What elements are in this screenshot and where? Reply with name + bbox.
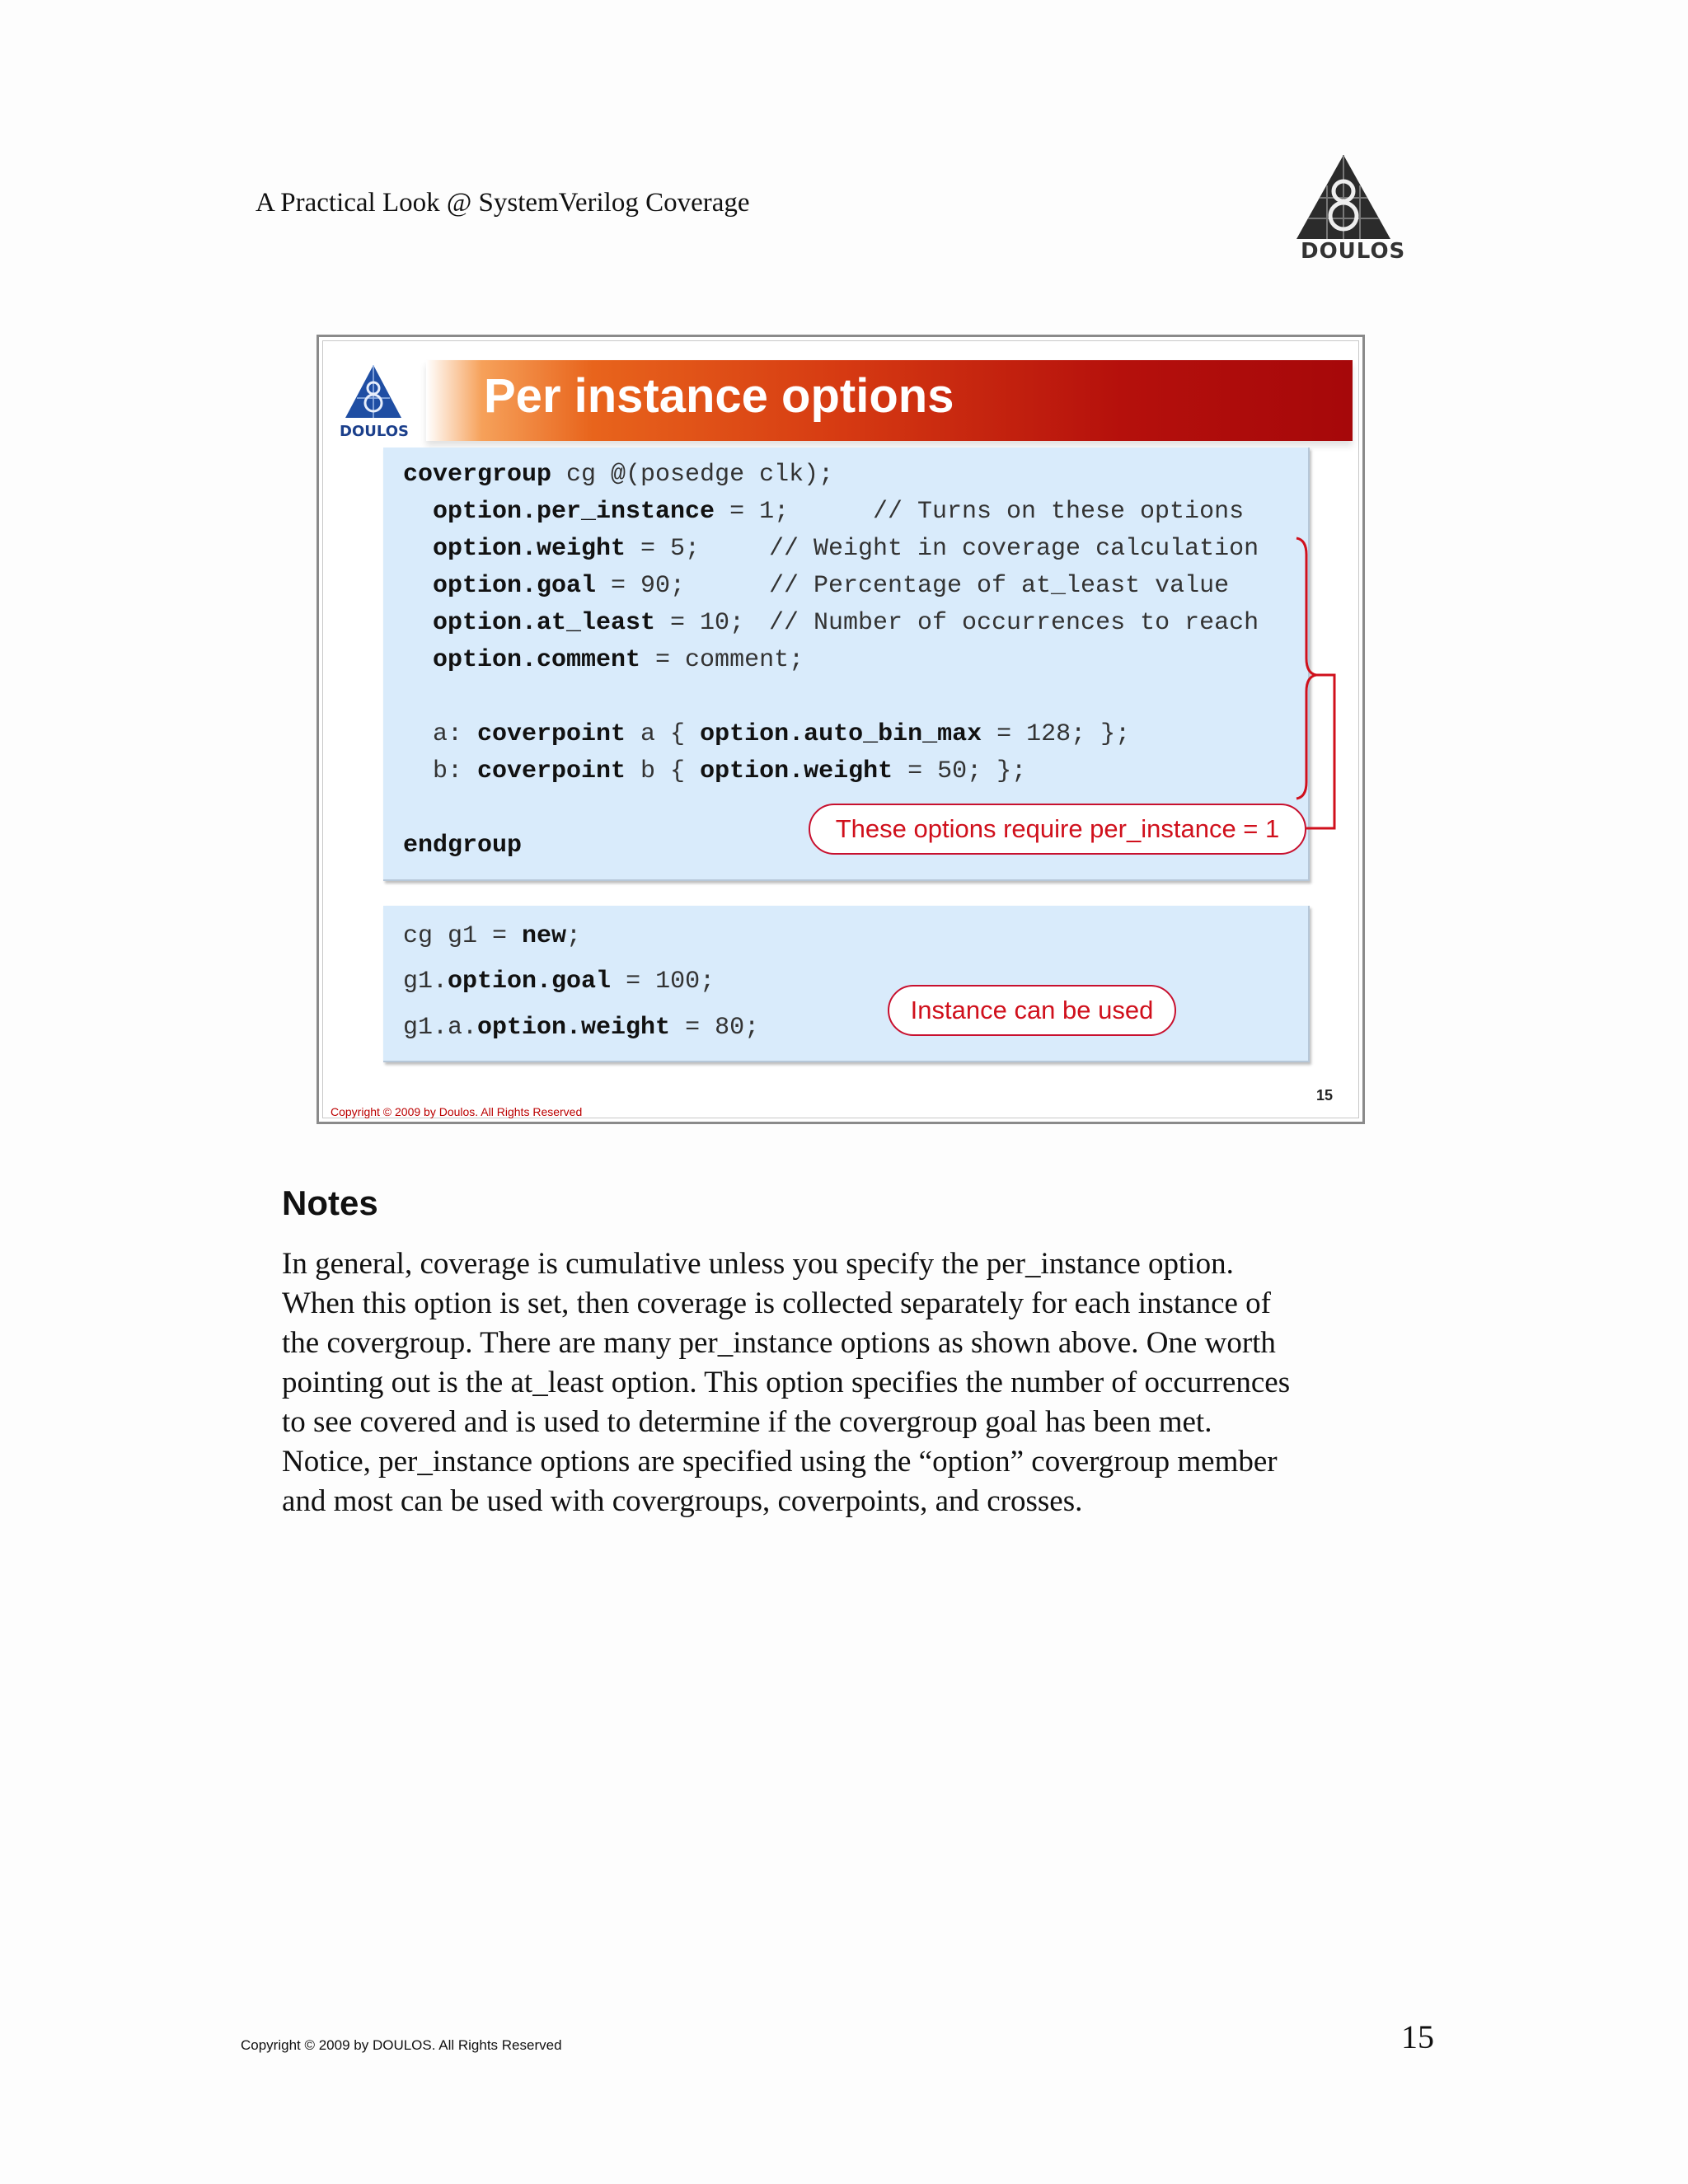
per-instance-callout: These options require per_instance = 1	[809, 804, 1306, 855]
instance-code-block	[383, 906, 1310, 1062]
slide-doulos-logo-text: DOULOS	[340, 423, 409, 440]
notes-line: the covergroup. There are many per_instance options as shown above. One worth	[282, 1326, 1276, 1360]
code-comment: // Turns on these options	[873, 498, 1245, 526]
notes-heading: Notes	[282, 1183, 378, 1222]
notes-line: to see covered and is used to determine if the covergroup goal has been met.	[282, 1405, 1212, 1439]
code-line: b: coverpoint b { option.weight = 50; };	[433, 757, 1027, 785]
slide-doulos-logo-icon	[342, 362, 405, 424]
instance-callout: Instance can be used	[888, 985, 1176, 1036]
notes-line: When this option is set, then coverage is collected separately for each instance of	[282, 1286, 1271, 1320]
notes-line: and most can be used with covergroups, coverpoints, and crosses.	[282, 1484, 1083, 1518]
notes-line: pointing out is the at_least option. This option specifies the number of occurrences	[282, 1366, 1291, 1399]
code-line: covergroup cg @(posedge clk);	[403, 461, 834, 489]
slide-frame	[316, 335, 1365, 1124]
code-line: option.weight = 5;	[433, 535, 701, 563]
code-comment: // Weight in coverage calculation	[769, 535, 1259, 563]
code-line: g1.option.goal = 100;	[403, 968, 715, 996]
code-comment: // Percentage of at_least value	[769, 572, 1230, 600]
notes-body	[282, 1244, 1436, 1521]
callout-bracket-icon	[1292, 535, 1341, 848]
code-line: cg g1 = new;	[403, 922, 582, 950]
code-line: option.per_instance = 1;	[433, 498, 790, 526]
code-line: option.goal = 90;	[433, 572, 686, 600]
slide-copyright: Copyright © 2009 by Doulos. All Rights Reserved	[331, 1105, 583, 1118]
slide-page-number: 15	[1316, 1087, 1334, 1104]
code-line: endgroup	[403, 832, 523, 860]
notes-line: Notice, per_instance options are specified using the “option” covergroup member	[282, 1445, 1278, 1479]
code-comment: // Number of occurrences to reach	[769, 609, 1259, 637]
document-header-title: A Practical Look @ SystemVerilog Coverage	[256, 188, 750, 218]
code-line: option.comment = comment;	[433, 646, 804, 674]
doulos-logo-text: DOULOS	[1301, 239, 1406, 264]
footer-copyright: Copyright © 2009 by DOULOS. All Rights Reserved	[241, 2037, 562, 2053]
code-line: g1.a.option.weight = 80;	[403, 1014, 760, 1042]
code-line: option.at_least = 10;	[433, 609, 745, 637]
code-line: a: coverpoint a { option.auto_bin_max = 128; };	[433, 720, 1131, 748]
slide-title: Per instance options	[484, 369, 954, 423]
footer-page-number: 15	[1401, 2018, 1434, 2055]
notes-line: In general, coverage is cumulative unless you specify the per_instance option.	[282, 1247, 1234, 1281]
